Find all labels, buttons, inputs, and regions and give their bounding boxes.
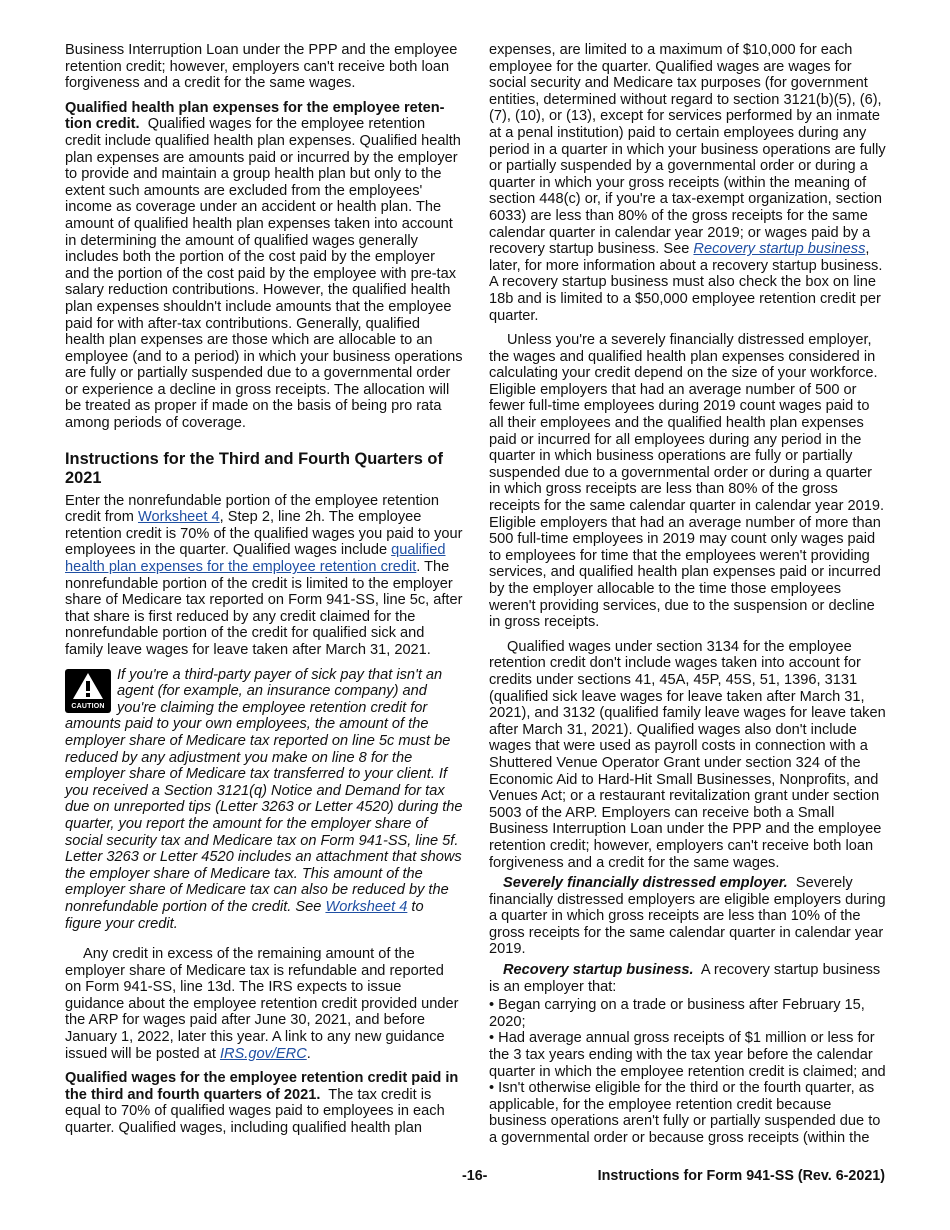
list-item-text: Isn't otherwise eligible for the third or the fourth quarter, as applicable, for the employee retention credit because business operations aren't fully or partially suspended due to a governmental order or because gross receipts (within the <box>489 1080 881 1146</box>
paragraph-text: expenses, are limited to a maximum of $10,000 for each employee for the quarter. Qualified wages are wages for social security and Medicare tax purposes (for government entities, determined without regard to section 3121(b)(5), (6), (7), (10), or (13), except for services performed by an inmate at a penal institution) paid to certain employees during any period in a quarter in which your business operations are fully or partially suspended by a governmental order or during a quarter in which your gross receipts (within the meaning of section 448(c) or, if you're a tax-exempt organization, section 6033) are less than 80% of the gross receipts for the same calendar quarter in calendar year 2019; or wages paid by a recovery startup business. See <box>489 42 886 258</box>
left-column <box>65 42 463 1145</box>
run-in-heading: Qualified health plan expenses for the employee reten-tion credit. <box>65 99 445 133</box>
paragraph <box>65 100 463 432</box>
irs-erc-link[interactable]: IRS.gov/ERC <box>219 1045 307 1062</box>
list-item-text: Had average annual gross receipts of $1 million or less for the 3 tax years ending with the tax year before the calendar quarter in which the employee retention credit is claimed; and <box>489 1030 886 1080</box>
run-in-heading: Recovery startup business. <box>503 962 694 979</box>
paragraph <box>65 493 463 659</box>
paragraph-text: Severely financially distressed employers are eligible employers during a quarter in which gross receipts are less than 10% of the gross receipts for the same calendar quarter in calendar year 2019. <box>489 875 886 958</box>
list-item-text: Began carrying on a trade or business after February 15, 2020; <box>489 997 865 1030</box>
run-in-heading: Severely financially distressed employer. <box>503 875 788 892</box>
warning-triangle-icon <box>72 672 104 700</box>
paragraph-text: , Step 2, line 2h. The employee retention credit is 70% of the qualified wages you paid to your employees in the quarter. Qualified wages include <box>65 509 463 559</box>
list-item: • Isn't otherwise eligible for the third or the fourth quarter, as applicable, for the employee retention credit because business operations aren't fully or partially suspended due to a governmental order or because gross receipts (within the <box>489 1080 881 1146</box>
list-item: • Had average annual gross receipts of $1 million or less for the 3 tax years ending with the tax year before the calendar quarter in which the employee retention credit is claimed; and <box>489 1030 886 1080</box>
paragraph-text: , later, for more information about a recovery startup business. A recovery startup business must also check the box on line 18b and is limited to a $50,000 employee retention credit per quarter. <box>489 241 883 324</box>
recovery-startup-business-link[interactable]: Recovery startup business <box>693 241 866 258</box>
paragraph-text: Any credit in excess of the remaining amount of the employer share of Medicare tax is refundable and reported on Form 941-SS, line 13d. The IRS expects to issue guidance about the employee retention credit provided under the ARP for wages paid after June 30, 2021, and before January 1, 2022, later this year. A link to any new guidance issued will be posted at <box>65 946 459 1062</box>
paragraph: Qualified wages under section 3134 for the employee retention credit don't include wages taken into account for credits under sections 41, 45A, 45P, 45S, 51, 1396, 3131 (qualified sick leave wages for leave taken after March 31, 2021), and 3132 (qualified family leave wages for leave taken after March 31, 2021). Qualified wages also don't include wages that were used as payroll costs in connection with a Shuttered Venue Operator Grant under section 324 of the Economic Aid to Hard-Hit Small Businesses, Nonprofits, and Venues Act; or a restaurant revitalization grant under section 5003 of the ARP. Employers can receive both a Small Business Interruption Loan under the PPP and the employee retention credit; however, employers can't receive both loan forgiveness and a credit for the same wages. <box>489 638 886 871</box>
list-item: • Began carrying on a trade or business after February 15, 2020; <box>489 997 865 1030</box>
paragraph-text: Enter the nonrefundable portion of the employee retention credit from <box>65 492 440 526</box>
caution-label: CAUTION <box>71 702 105 710</box>
right-column <box>489 42 887 1147</box>
caution-text: to figure your credit. <box>65 898 424 932</box>
paragraph-text: Qualified wages for the employee retention credit include qualified health plan expenses. Qualified health plan expenses are amounts paid or incurred by the employer to provide and maintain a group health plan but only to the extent such amounts are excluded from the employees' income as coverage under an accident or health plan. The amount of qualified health plan expenses taken into account in determining the amount of qualified wages generally includes both the portion of the cost paid by the employer and the portion of the cost paid by the employee with pre-tax salary reduction contributions. However, the qualified health plan expenses shouldn't include amounts that the employee paid for with after-tax contributions. Generally, qualified health plan expenses are those which are allocable to an employee (and to a period) in which your business operations are fully or partially suspended due to a governmental order or experience a decline in gross receipts. The allocation will be treated as proper if made on the basis of being pro rata among periods of coverage. <box>65 116 463 432</box>
paragraph <box>489 42 887 324</box>
section-heading: Instructions for the Third and Fourth Quarters of 2021 <box>65 449 443 488</box>
caution-note <box>65 667 463 933</box>
paragraph <box>65 946 463 1062</box>
form-title: Instructions for Form 941-SS (Rev. 6-2021) <box>597 1168 885 1184</box>
qualified-health-plan-link[interactable]: qualified health plan expenses for the employee retention credit <box>65 542 446 576</box>
paragraph-text: . The nonrefundable portion of the credit is limited to the employer share of Medicare tax reported on Form 941-SS, line 5c, after that share is first reduced by any credit claimed for the nonrefundable portion of the credit for qualified sick and family leave wages for leave taken after March 31, 2021. <box>65 559 463 658</box>
caution-icon <box>65 669 111 713</box>
paragraph: Unless you're a severely financially distressed employer, the wages and qualified health plan expenses considered in calculating your credit depend on the size of your workforce. Eligible employers that had an average number of 500 or fewer full-time employees during 2019 count wages paid to all their employees and the qualified health plan expenses paid or incurred for all employees during any period in the quarter in which business operations are fully or partially suspended due to a governmental order or during a quarter in which gross receipts are less than 80% of the gross receipts for the same calendar quarter in calendar year 2019. Eligible employers that had an average number of more than 500 full-time employees in 2019 may count only wages paid to employees for time that the employees weren't providing services, and qualified health plan expenses paid or incurred by the employer allocable to the time those employees weren't providing services, due to the suspension or decline in gross receipts. <box>489 332 885 631</box>
page-number: -16- <box>462 1168 488 1184</box>
paragraph: Business Interruption Loan under the PPP and the employee retention credit; however, employers can't receive both loan forgiveness and a credit for the same wages. <box>65 42 458 92</box>
paragraph <box>65 1070 463 1136</box>
worksheet-4-link[interactable]: Worksheet 4 <box>137 509 220 526</box>
paragraph-text: The tax credit is equal to 70% of qualified wages paid to employees in each quarter. Qualified wages, including qualified health plan <box>65 1086 445 1137</box>
paragraph-text: . <box>306 1045 311 1062</box>
paragraph <box>489 875 887 958</box>
caution-text: If you're a third-party payer of sick pay that isn't an agent (for example, an insurance company) and you're claiming the employee retention credit for amounts paid to your own employees, the amount of the employer share of Medicare tax reported on line 5c must be reduced by any adjustment you make on line 8 for the employer share of Medicare tax transferred to your client. If you received a Section 3121(q) Notice and Demand for tax due on unreported tips (Letter 3263 or Letter 4520) during the quarter, you report the amount for the employer share of social security tax and Medicare tax on Form 941-SS, line 5f. Letter 3263 or Letter 4520 includes an attachment that shows the employer share of Medicare tax. This amount of the employer share of Medicare tax can also be reduced by the nonrefundable portion of the credit. See <box>65 666 463 915</box>
run-in-heading: Qualified wages for the employee retention credit paid in the third and fourth quarters of 2021. <box>65 1070 459 1103</box>
paragraph-text: A recovery startup business is an employer that: <box>489 962 881 995</box>
worksheet-4-link[interactable]: Worksheet 4 <box>325 898 408 915</box>
paragraph <box>489 962 887 995</box>
